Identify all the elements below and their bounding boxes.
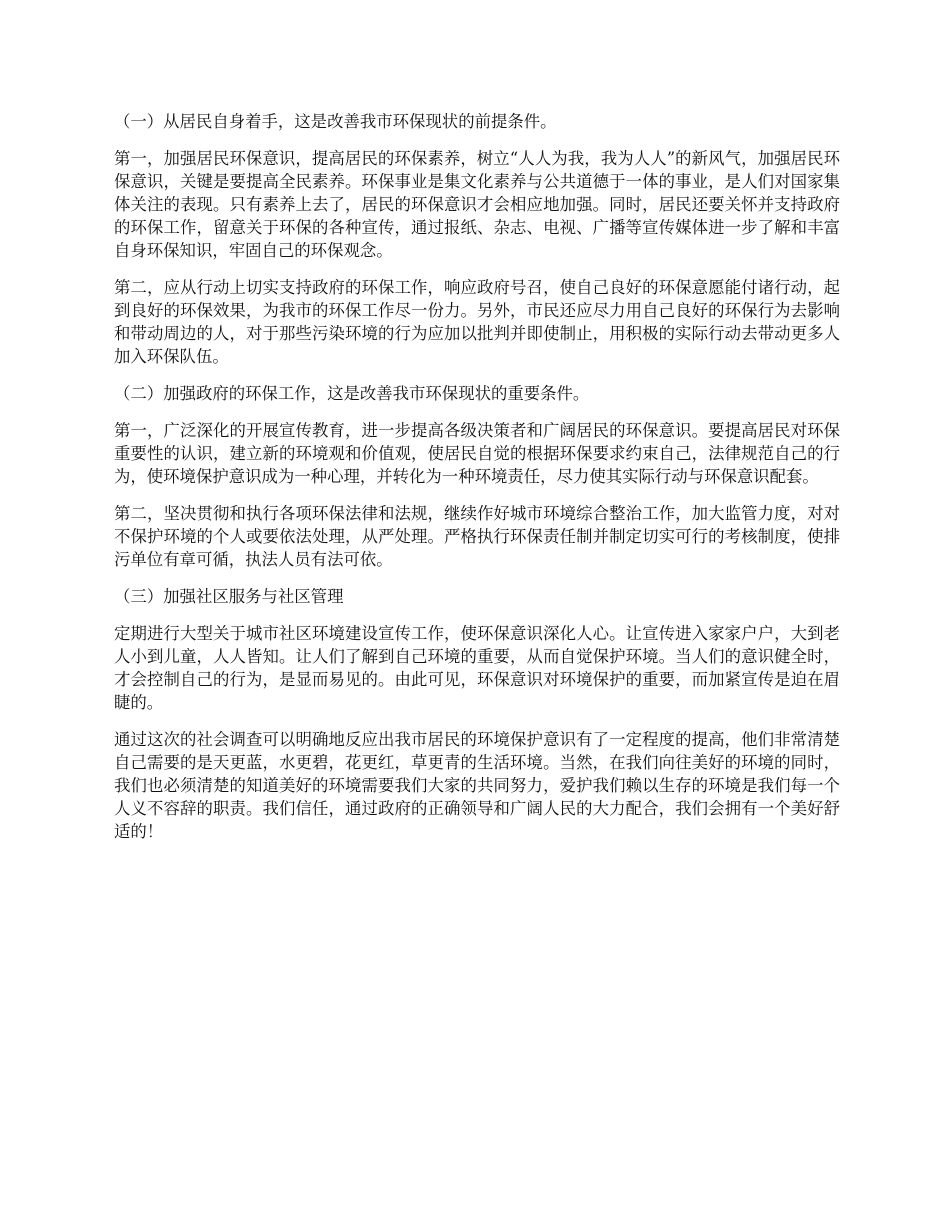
paragraph-1: 第一，加强居民环保意识，提高居民的环保素养，树立“人人为我，我为人人”的新风气，加强居民环保意识，关键是要提高全民素养。环保事业是集文化素养与公共道德于一体的事业，是人们对国家集体关注的表现。只有素养上去了，居民的环保意识才会相应地加强。同时，居民还要关怀并支持政府的环保工作，留意关于环保的各种宣传，通过报纸、杂志、电视、广播等宣传媒体进一步了解和丰富自身环保知识，牢固自己的环保观念。 <box>114 149 840 260</box>
paragraph-3: 第一，广泛深化的开展宣传教育，进一步提高各级决策者和广阔居民的环保意识。要提高居民对环保重要性的认识，建立新的环境观和价值观，使居民自觉的根据环保要求约束自己，法律规范自己的行为，使环境保护意识成为一种心理，并转化为一种环境责任，尽力使其实际行动与环保意识配套。 <box>114 421 840 486</box>
paragraph-4: 第二，坚决贯彻和执行各项环保法律和法规，继续作好城市环境综合整治工作，加大监管力度，对对不保护环境的个人或要依法处理，从严处理。严格执行环保责任制并制定切实可行的考核制度，使排污单位有章可循，执法人员有法可依。 <box>114 504 840 569</box>
paragraph-6: 通过这次的社会调查可以明确地反应出我市居民的环境保护意识有了一定程度的提高，他们非常清楚自己需要的是天更蓝，水更碧，花更红，草更青的生活环境。当然，在我们向往美好的环境的同时，我们也必须清楚的知道美好的环境需要我们大家的共同努力，爱护我们赖以生存的环境是我们每一个人义不容辞的职责。我们信任，通过政府的正确领导和广阔人民的大力配合，我们会拥有一个美好舒适的！ <box>114 730 840 841</box>
paragraph-2: 第二，应从行动上切实支持政府的环保工作，响应政府号召，使自己良好的环保意愿能付诸行动，起到良好的环保效果，为我市的环保工作尽一份力。另外，市民还应尽力用自己良好的环保行为去影响和带动周边的人，对于那些污染环境的行为应加以批判并即使制止，用积极的实际行动去带动更多人加入环保队伍。 <box>114 278 840 366</box>
section-heading-3: （三）加强社区服务与社区管理 <box>114 587 344 606</box>
document-body <box>114 110 840 857</box>
paragraph-5: 定期进行大型关于城市社区环境建设宣传工作，使环保意识深化人心。让宣传进入家家户户，大到老人小到儿童，人人皆知。让人们了解到自己环境的重要，从而自觉保护环境。当人们的意识健全时，才会控制自己的行为，是显而易见的。由此可见，环保意识对环境保护的重要，而加紧宣传是迫在眉睫的。 <box>114 624 840 712</box>
section-heading-2: （二）加强政府的环保工作，这是改善我市环保现状的重要条件。 <box>114 384 590 403</box>
section-heading-1: （一）从居民自身着手，这是改善我市环保现状的前提条件。 <box>114 112 557 131</box>
